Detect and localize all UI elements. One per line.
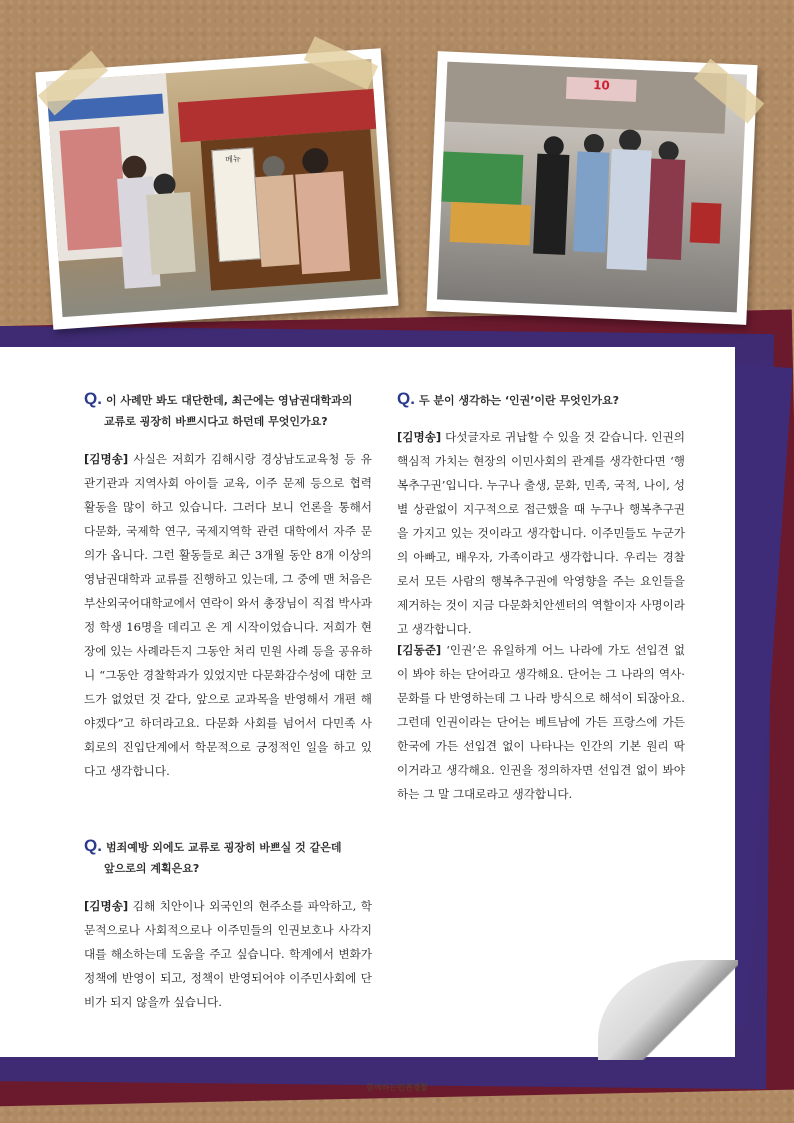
answer-4: [김동준] ‘인권’은 유일하게 어느 나라에 가도 선입견 없이 봐야 하는 단어라고 생각해요. 단어는 그 나라의 역사·문화를 다 반영하는데 그 나라 방식으로 해석이 되잖아요. 그런데 인권이라는 단어는 베트남에 가든 프랑스에 가든 한국에 가든 선입견 없이 나타나는 인간의 기본 원리 딱 이거라고 생각해요. 인권을 정의하자면 선입견 없이 봐야 하는 그 말 그대로라고 생각합니다.: [397, 643, 686, 801]
market-banner: 10: [566, 77, 637, 102]
question-2: Q. 범죄예방 외에도 교류로 굉장히 바쁘실 것 같은데 앞으로의 계획은요?: [84, 836, 342, 875]
question-3: Q. 두 분이 생각하는 ‘인권’이란 무엇인가요?: [397, 389, 620, 408]
q-marker: Q.: [397, 389, 415, 408]
menu-board: 메뉴: [211, 147, 261, 262]
question-1: Q. 이 사례만 봐도 대단한데, 최근에는 영남권대학과의 교류로 굉장히 바쁘시다고 하던데 무엇인가요?: [84, 389, 353, 428]
photo-market-visit: [426, 51, 757, 325]
answer-3: [김명송] 다섯글자로 귀납할 수 있을 것 같습니다. 인권의 핵심적 가치는 현장의 이민사회의 관계를 생각한다면 ‘행복추구권’입니다. 누구나 출생, 문화, 민족, 국적, 나이, 성별 상관없이 지구적으로 접근했을 때 누구나 행복추구권을 가지고 있는 것이라고 생각합니다. 이주민들도 누군가의 아빠고, 배우자, 가족이라고 생각합니다. 우리는 경찰로서 모든 사람의 행복추구권에 악영향을 주는 요인들을 제거하는 것이 지금 다문화치안센터의 역할이자 사명이라고 생각합니다.: [397, 430, 685, 636]
q-marker: Q.: [84, 389, 102, 408]
q-marker: Q.: [84, 836, 102, 855]
answer-2: [김명송] 김해 치안이나 외국인의 현주소를 파악하고, 학문적으로나 사회적으로나 이주민들의 인권보호나 사각지대를 해소하는데 도움을 주고 싶습니다. 학계에서 변화가 정책에 반영이 되고, 정책이 반영되어야 이주민사회에 단비가 되지 않을까 싶습니다.: [84, 899, 373, 1009]
answer-1: [김명송] 사실은 저희가 김해시랑 경상남도교육청 등 유관기관과 지역사회 아이들 교육, 이주 문제 등으로 협력 활동을 많이 하고 있습니다. 그러다 보니 언론을 통해서 다문화, 국제학 연구, 국제지역학 관련 대학에서 자주 문의가 옵니다. 그런 활동들로 최근 3개월 동안 8개 이상의 영남권대학과 교류를 진행하고 있는데, 그 중에 맨 처음은 부산외국어대학교에서 연락이 와서 총장님이 직접 박사과정 학생 16명을 데리고 온 게 시작이었습니다. 저희가 현장에 있는 사례라든지 그동안 처리 민원 사례 등을 공유하니 “그동안 경찰학과가 있었지만 다문화감수성에 대한 코드가 없었던 것 같다, 앞으로 교과목을 반영해서 개편 해야겠다”고 하더라고요. 다문화 사회를 넘어서 다민족 사회로의 진입단계에서 학문적으로 긍정적인 일을 하고 있다고 생각합니다.: [84, 452, 372, 778]
photo-restaurant-visit: [35, 48, 398, 330]
page-footer: 함께하는인권경찰: [366, 1083, 428, 1092]
